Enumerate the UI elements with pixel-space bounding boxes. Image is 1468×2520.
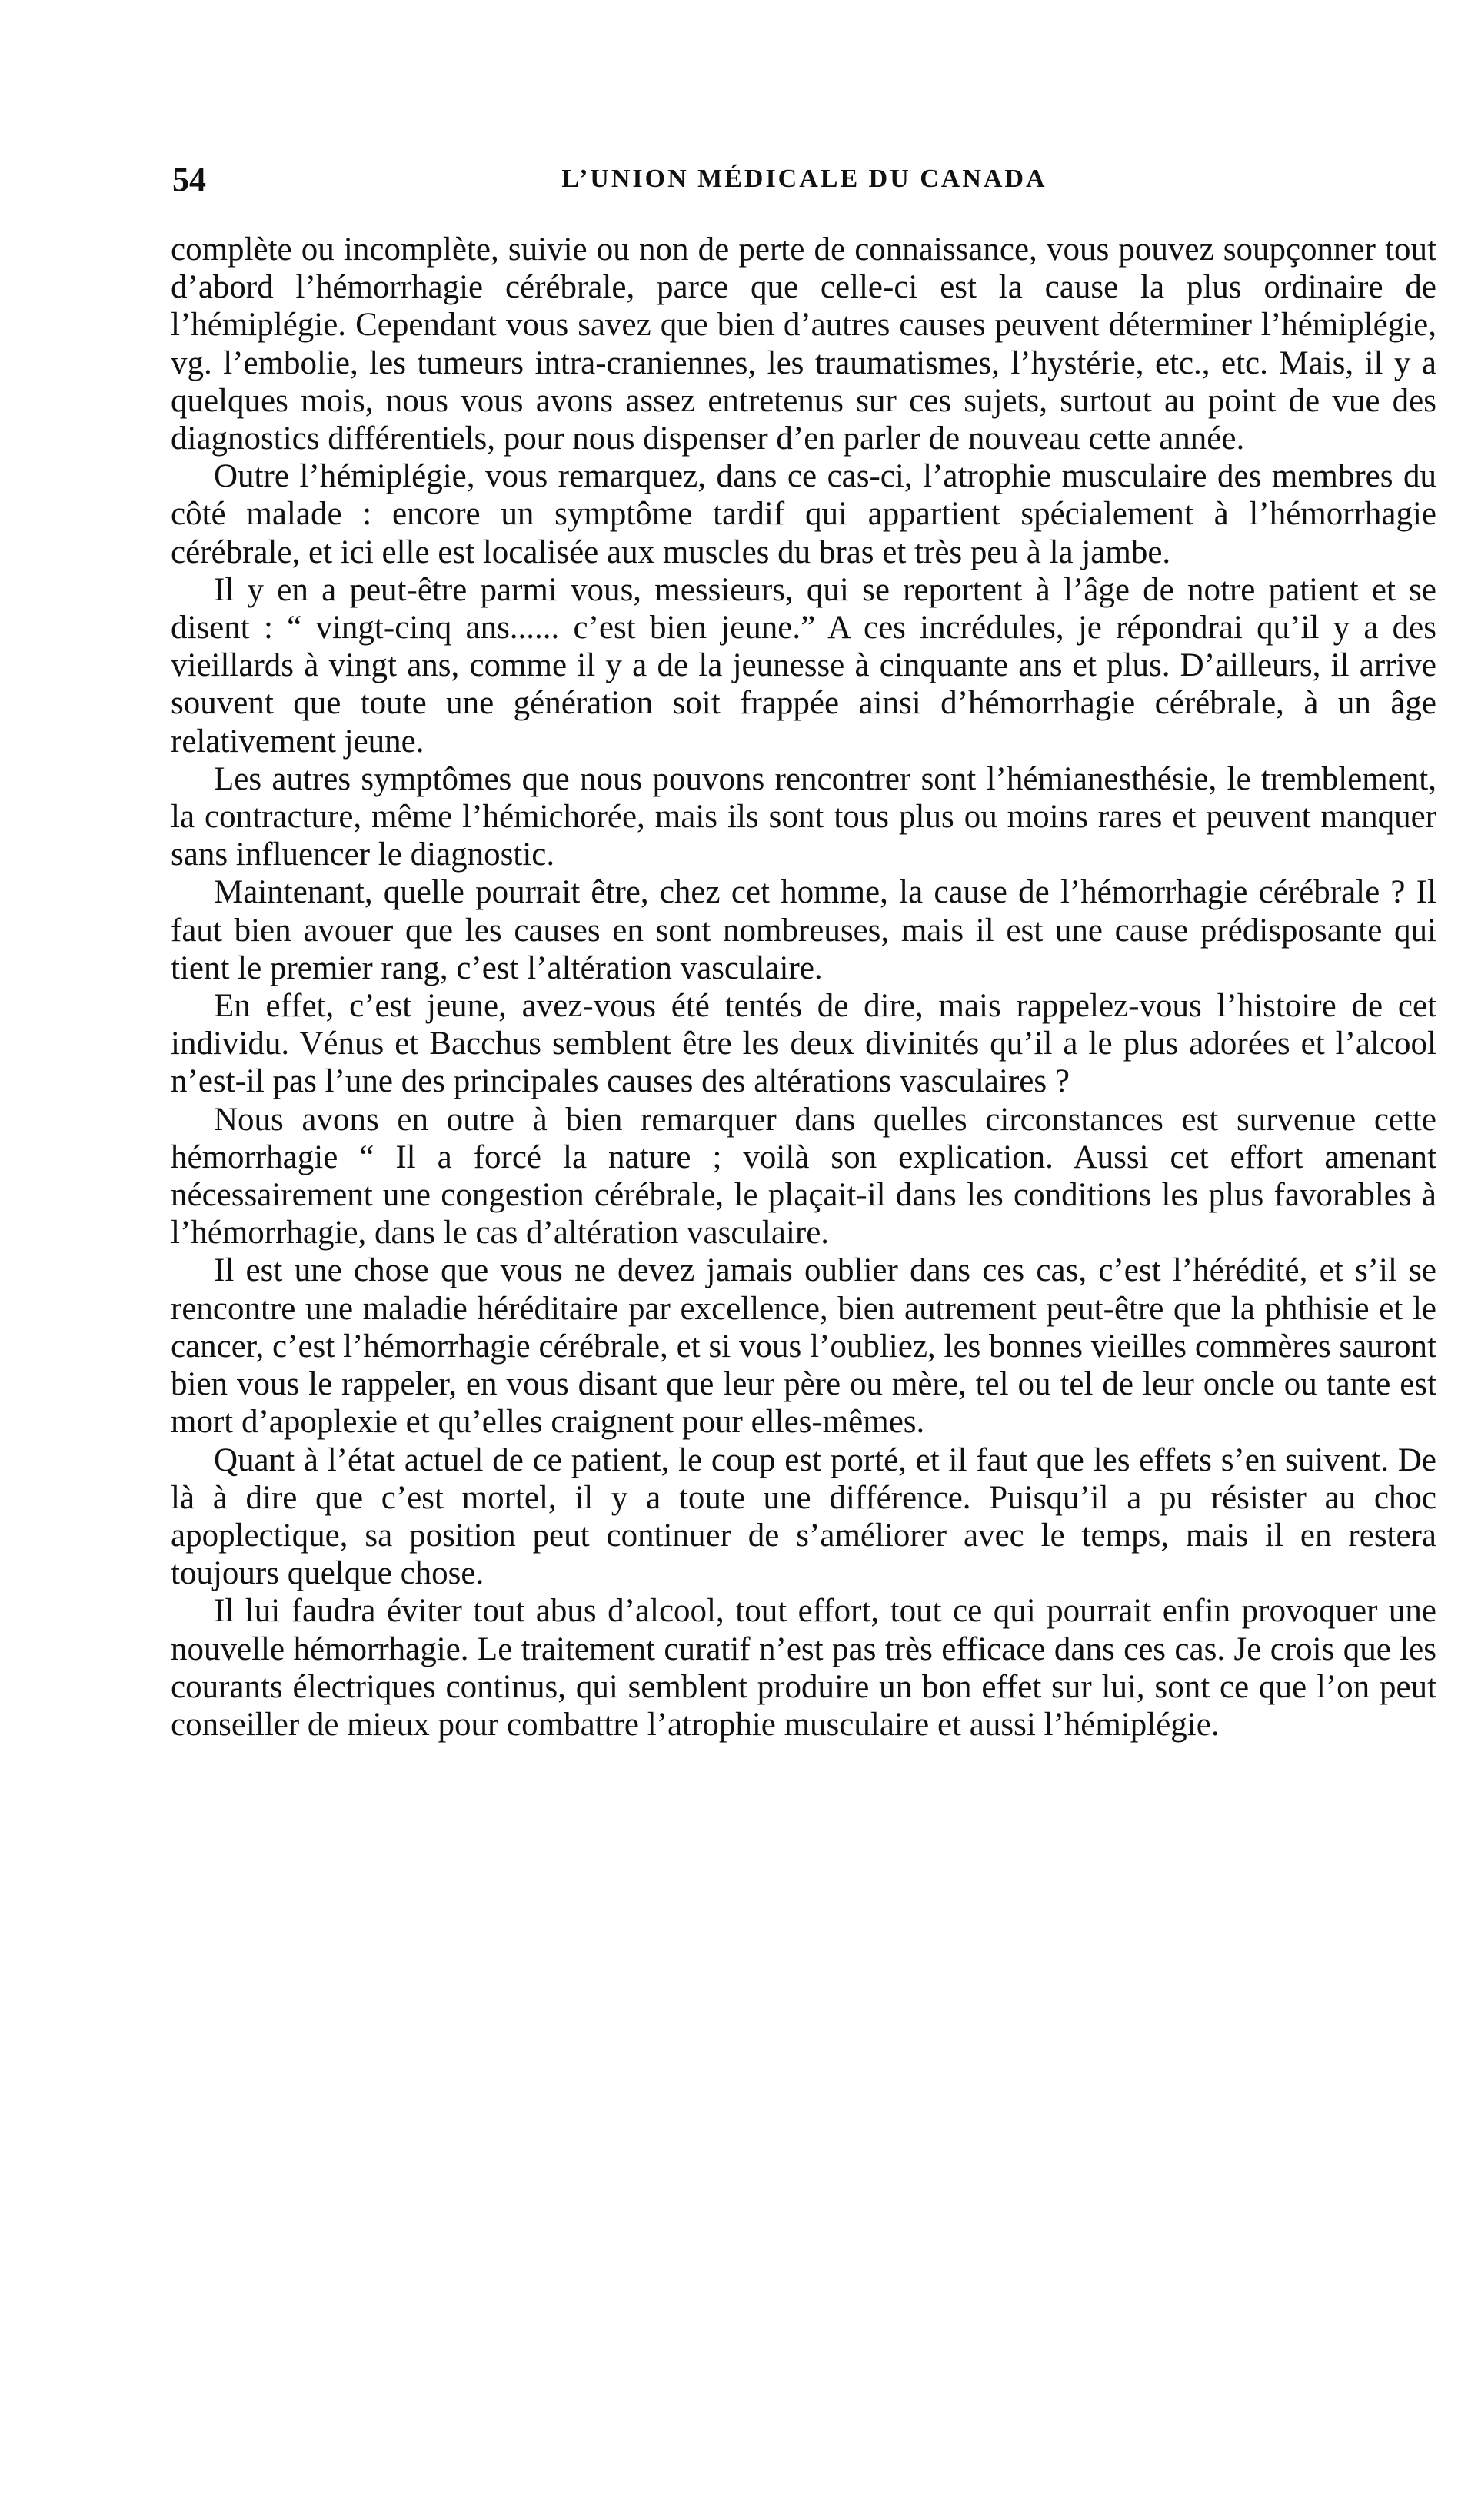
running-head bbox=[172, 160, 1436, 206]
paragraph-heredite: Il est une chose que vous ne devez jamais oublier dans ces cas, c’est l’hérédité, et s’il se rencontre une maladie héréditaire par excellence, bien autrement peut-être que la phthisie et le cancer, c’est l’hémorrhagie cérébrale, et si vous l’oubliez, les bonnes vieilles commères sauront bien vous le rappeler, en vous disant que leur père ou mère, tel ou tel de leur oncle ou tante est mort d’apoplexie et qu’elles craignent pour elles-mêmes. bbox=[171, 1252, 1436, 1441]
page-number: 54 bbox=[172, 161, 206, 198]
paragraph-cause: Maintenant, quelle pourrait être, chez cet homme, la cause de l’hémorrhagie cérébrale ? Il faut bien avouer que les causes en sont nombreuses, mais il est une cause prédisposante qui tient le premier rang, c’est l’altération vasculaire. bbox=[171, 874, 1436, 986]
paragraph-age: Il y en a peut-être parmi vous, messieurs, qui se reportent à l’âge de notre patient et se disent : “ vingt-cinq ans...... c’est bien jeune.” A ces incrédules, je répondrai qu’il y a des vieillards à vingt ans, comme il y a de la jeunesse à cinquante ans et plus. D’ailleurs, il arrive souvent que toute une génération soit frappée ainsi d’hémorrhagie cérébrale, à un âge relativement jeune. bbox=[171, 571, 1436, 760]
paragraph-autres-symptomes: Les autres symptômes que nous pouvons rencontrer sont l’hémianesthésie, le tremblement, la contracture, même l’hémichorée, mais ils sont tous plus ou moins rares et peuvent manquer sans influencer le diagnostic. bbox=[171, 760, 1436, 873]
journal-title: L’UNION MÉDICALE DU CANADA bbox=[561, 165, 1047, 193]
paragraph-etat-actuel: Quant à l’état actuel de ce patient, le coup est porté, et il faut que les effets s’en suivent. De là à dire que c’est mortel, il y a toute une différence. Puisqu’il a pu résister au choc apoplectique, sa position peut continuer de s’améliorer avec le temps, mais il en restera toujours quelque chose. bbox=[171, 1441, 1436, 1592]
paragraph-atrophie: Outre l’hémiplégie, vous remarquez, dans ce cas-ci, l’atrophie musculaire des membres du côté malade : encore un symptôme tardif qui appartient spécialement à l’hémorrhagie cérébrale, et ici elle est localisée aux muscles du bras et très peu à la jambe. bbox=[171, 458, 1436, 570]
paragraph-circonstances: Nous avons en outre à bien remarquer dans quelles circonstances est survenue cette hémorrhagie “ Il a forcé la nature ; voilà son explication. Aussi cet effort amenant nécessairement une congestion cérébrale, le plaçait-il dans les conditions les plus favorables à l’hémorrhagie, dans le cas d’altération vasculaire. bbox=[171, 1101, 1436, 1252]
paragraph-continuation: complète ou incomplète, suivie ou non de perte de connaissance, vous pouvez soupçonner tout d’abord l’hémorrhagie cérébrale, parce que celle-ci est la cause la plus ordinaire de l’hémiplégie. Cependant vous savez que bien d’autres causes peuvent déterminer l’hémiplégie, vg. l’embolie, les tumeurs intra-craniennes, les traumatismes, l’hystérie, etc., etc. Mais, il y a quelques mois, nous vous avons assez entretenus sur ces sujets, surtout au point de vue des diagnostics différentiels, pour nous dispenser d’en parler de nouveau cette année. bbox=[171, 231, 1436, 457]
paragraph-alcool: En effet, c’est jeune, avez-vous été tentés de dire, mais rappelez-vous l’histoire de cet individu. Vénus et Bacchus semblent être les deux divinités qu’il a le plus adorées et l’alcool n’est-il pas l’une des principales causes des altérations vasculaires ? bbox=[171, 988, 1436, 1100]
body-text bbox=[171, 231, 1436, 1744]
paragraph-traitement: Il lui faudra éviter tout abus d’alcool, tout effort, tout ce qui pourrait enfin provoquer une nouvelle hémorrhagie. Le traitement curatif n’est pas très efficace dans ces cas. Je crois que les courants électriques continus, qui semblent produire un bon effet sur lui, sont ce que l’on peut conseiller de mieux pour combattre l’atrophie musculaire et aussi l’hémiplégie. bbox=[171, 1593, 1436, 1743]
